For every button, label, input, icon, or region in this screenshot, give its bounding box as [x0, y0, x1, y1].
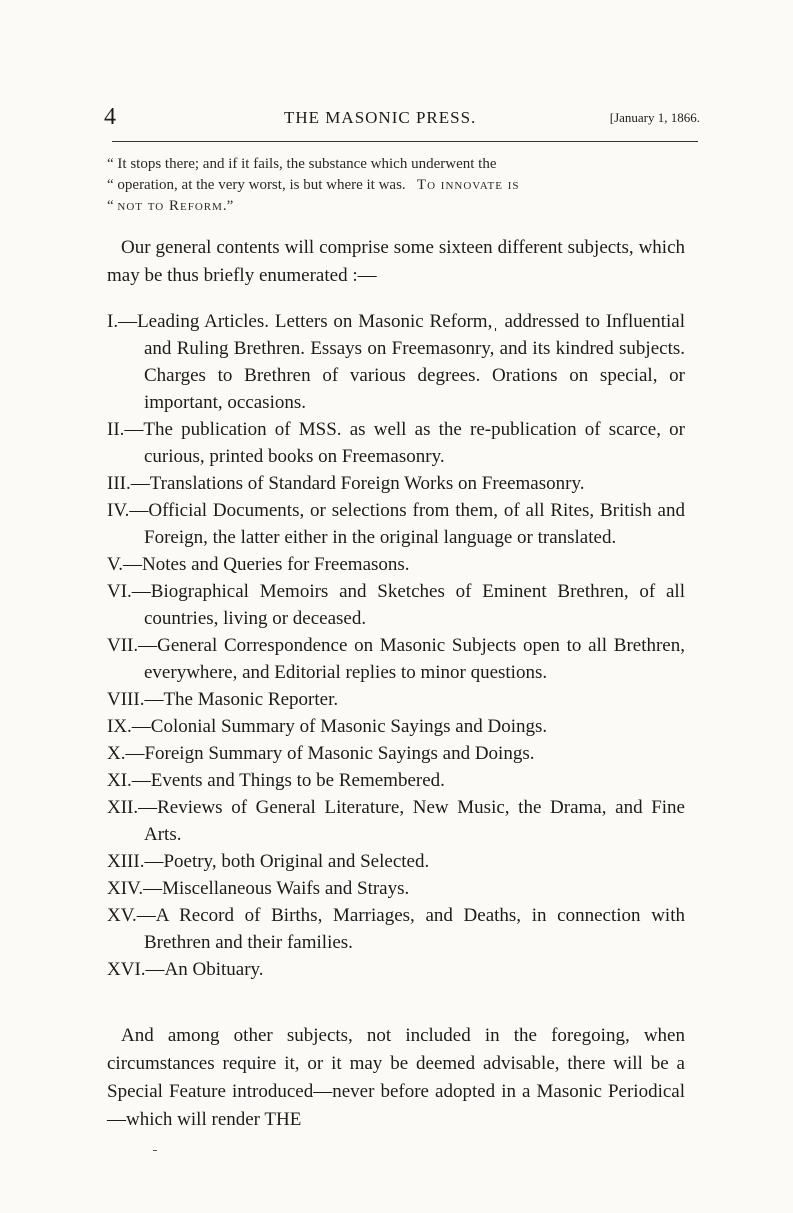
list-item: III.—Translations of Standard Foreign Works on Freemasonry. — [107, 473, 585, 494]
quote-line-2-text: “ operation, at the very worst, is but where it was. — [107, 177, 406, 193]
issue-date: [January 1, 1866. — [609, 110, 700, 125]
journal-title: THE MASONIC PRESS. — [284, 108, 477, 127]
list-item: V.—Notes and Queries for Freemasons. — [107, 554, 410, 575]
list-item: VI.—Biographical Memoirs and Sketches of Eminent Brethren, of all countries, living or deceased. — [107, 581, 685, 629]
quote-line-3-close: .” — [222, 198, 234, 214]
list-item: XV.—A Record of Births, Marriages, and Deaths, in connection with Brethren and their families. — [107, 905, 685, 953]
print-mark — [153, 1150, 157, 1151]
quotation-block — [107, 154, 685, 217]
intro-paragraph — [107, 234, 685, 290]
closing-text: And among other subjects, not included in the foregoing, when circumstances require it, or it may be deemed advisable, there will be a Special Feature introduced—never before adopted in a Masonic Periodical—which will render THE — [107, 1025, 685, 1130]
quote-line-3 — [107, 196, 685, 217]
list-item: XIII.—Poetry, both Original and Selected. — [107, 851, 430, 872]
list-item: VIII.—The Masonic Reporter. — [107, 689, 339, 710]
running-header — [104, 104, 700, 130]
list-item: VII.—General Correspondence on Masonic Subjects open to all Brethren, everywhere, and Editorial replies to minor questions. — [107, 635, 685, 683]
list-item: XIV.—Miscellaneous Waifs and Strays. — [107, 878, 410, 899]
list-item: XI.—Events and Things to be Remembered. — [107, 770, 445, 791]
quote-line-2-smallcaps: To innovate is — [416, 177, 520, 193]
list-item: IV.—Official Documents, or selections from them, of all Rites, British and Foreign, the latter either in the original language or translated. — [107, 500, 685, 548]
list-item: XVI.—An Obituary. — [107, 959, 264, 980]
header-rule — [112, 141, 698, 142]
list-item: XII.—Reviews of General Literature, New Music, the Drama, and Fine Arts. — [107, 797, 685, 845]
quote-line-1: “ It stops there; and if it fails, the substance which underwent the — [107, 156, 497, 172]
list-item: X.—Foreign Summary of Masonic Sayings and Doings. — [107, 743, 535, 764]
list-item: IX.—Colonial Summary of Masonic Sayings and Doings. — [107, 716, 548, 737]
quote-line-2 — [107, 175, 685, 196]
list-item: II.—The publication of MSS. as well as the re-publication of scarce, or curious, printed books on Freemasonry. — [107, 419, 685, 467]
intro-text: Our general contents will comprise some sixteen different subjects, which may be thus briefly enumerated :— — [107, 237, 685, 286]
contents-list — [107, 308, 685, 983]
list-item: I.—Leading Articles. Letters on Masonic Reform,ˌ addressed to Influential and Ruling Brethren. Essays on Freemasonry, and its kindred subjects. Charges to Brethren of various degrees. Orations on special, or important, occasions. — [107, 311, 685, 413]
page-number: 4 — [104, 104, 116, 130]
closing-paragraph — [107, 1022, 685, 1134]
quote-line-3-smallcaps: not to Reform — [117, 198, 223, 214]
quote-line-3-open: “ — [107, 198, 118, 214]
